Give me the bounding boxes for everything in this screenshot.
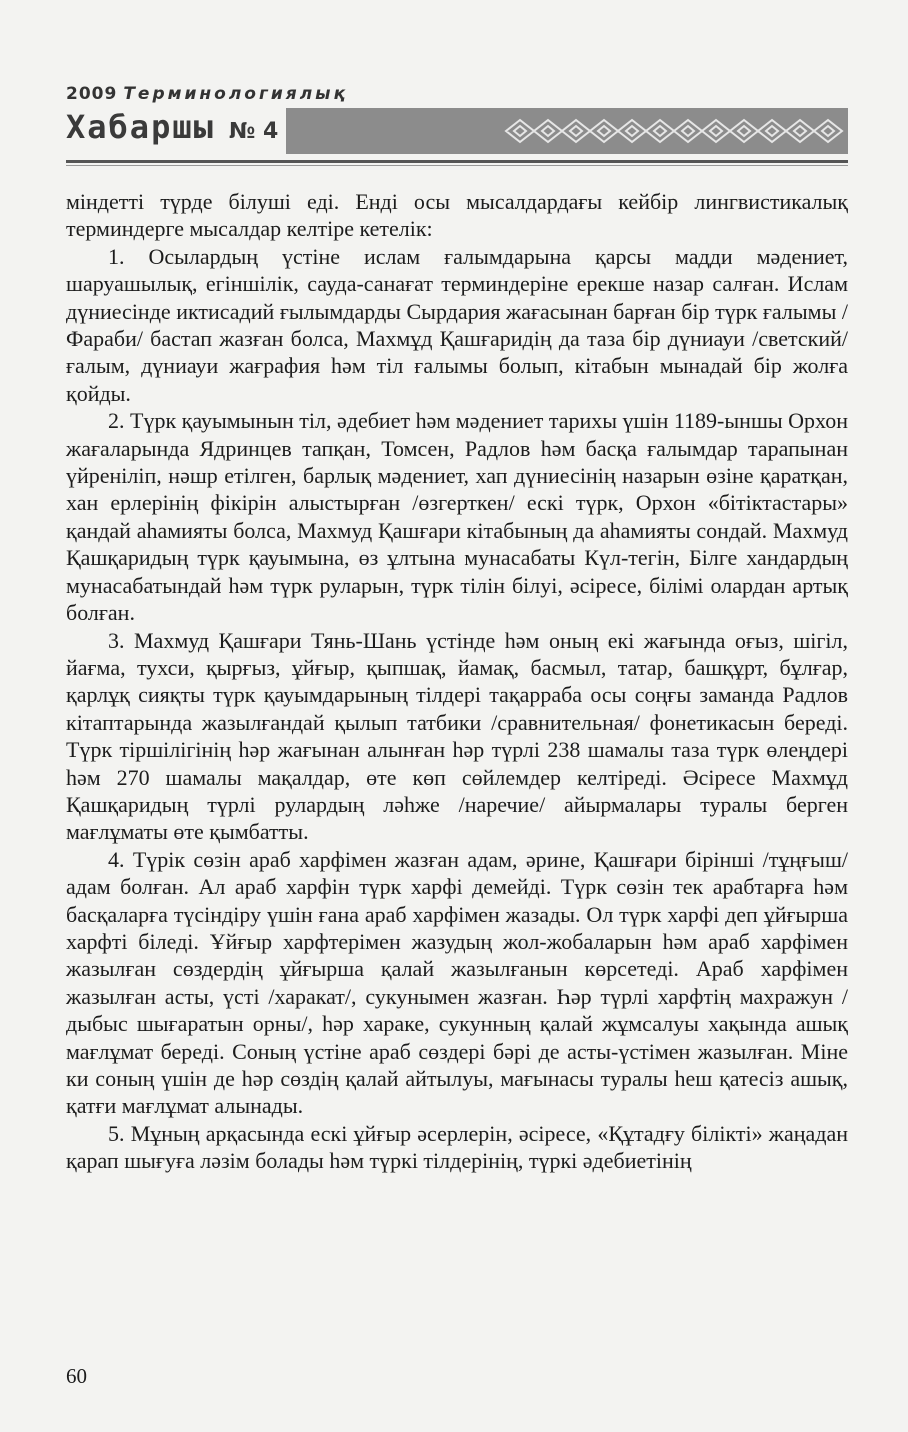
issue-number: № 4 (228, 119, 279, 144)
paragraph-4: 4. Түрік сөзін араб харфімен жазған адам, әрине, Қашғари бірінші /тұңғыш/ адам болған. Ал араб харфін түрк харфі демейді. Түрк сөзін тек арабтарға һәм басқаларға түсіндіру үшін ғана араб харфімен жазады. Ол түрк харфі деп ұйғырша харфті біледі. Ұйғыр харфтерімен жазудың жол-жобаларын һәм араб харфімен жазылған сөздердің ұйғырша қалай жазылғанын көрсетеді. Араб харфімен жазылған асты, үсті /харакат/, сукунымен жазған. Һәр түрлі харфтің махражун /дыбыс шығаратын орны/, һәр хараке, сукунның қалай жұмсалуы хақында ашық мағлұмат береді. Соның үстіне араб сөздері бәрі де асты-үстімен жазылған. Міне ки соның үшін де һәр сөздің қалай айтылуы, мағынасы туралы һеш қатесіз ашық, қатғи мағлұмат алынады. (66, 846, 848, 1119)
header-series: Терминологиялық (123, 84, 349, 104)
paragraph-3: 3. Махмуд Қашғари Тянь-Шань үстінде һәм оның екі жағында оғыз, шігіл, йағма, тухси, қырғыз, ұйғыр, қыпшақ, йамақ, басмыл, татар, башқұрт, бұлғар, қарлұқ сияқты түрк қауымдарының тілдері тақарраба осы соңғы заманда Радлов кітаптарында жазылғандай қылып татбики /сравнительная/ фонетикасын береді. Түрк тіршілігінің һәр жағынан алынған һәр түрлі 238 шамалы таза түрк өлеңдері һәм 270 шамалы мақалдар, өте көп сөйлемдер келтіреді. Әсіресе Махмұд Қашқаридың түрлі рулардың ләhже /наречие/ айырмалары туралы берген мағлұматы өте қымбатты. (66, 627, 848, 845)
header-ornament-bar (286, 108, 848, 154)
header-rule (66, 160, 848, 163)
paragraph-5: 5. Мұның арқасында ескі ұйғыр әсерлерін, әсіресе, «Құтадғу білікті» жаңадан қарап шығуға ләзім болады һәм түркі тілдерінің, түркі әдебиетінің (66, 1120, 848, 1174)
ornament-pattern-icon (286, 108, 848, 154)
header-year-series (66, 84, 348, 104)
paragraph-1: 1. Осылардың үстіне ислам ғалымдарына қарсы мадди мәдениет, шаруашылық, егіншілік, сауда-санағат терминдеріне ерекше назар салған. Ислам дүниесінде иктисадий ғылымдарды Сырдария жағасынан барған бір түрк ғалымы /Фараби/ бастап жазған болса, Махмұд Қашғаридің да таза бір дүниауи /светский/ ғалым, дүниауи жағрафия һәм тіл ғалымы болып, кітабын мынадай бір жолға қойды. (66, 243, 848, 406)
page-number: 60 (66, 1364, 87, 1388)
header-title (66, 108, 278, 146)
journal-title: Хабаршы (66, 108, 215, 146)
paragraph-2: 2. Түрк қауымынын тіл, әдебиет һәм мәдениет тарихы үшін 1189-ыншы Орхон жағаларында Ядринцев тапқан, Томсен, Радлов һәм басқа ғалымдар тарапынан үйреніліп, нәшр етілген, барлық мәдениет, хап дүниесінің назарын өзіне қаратқан, хан ерлерінің фікірін алыстырған /өзгерткен/ ескі түрк, Орхон «бітіктастары» қандай аһамияты болса, Махмуд Қашғари кітабының да аһамияты сондай. Махмуд Қашқаридың түрк қауымына, өз ұлтына мунасабаты Күл-тегін, Білге хандардың мунасабатындай һәм түрк руларын, түрк тілін білуі, әсіресе, білімі олардан артық болған. (66, 408, 848, 626)
journal-header (66, 82, 848, 172)
article-body (66, 188, 848, 1175)
paragraph-intro: міндетті түрде білуші еді. Енді осы мысалдардағы кейбір лингвистикалық терминдерге мысалдар келтіре кетелік: (66, 189, 848, 242)
header-year: 2009 (66, 84, 118, 104)
header-rule-thin (66, 165, 848, 166)
